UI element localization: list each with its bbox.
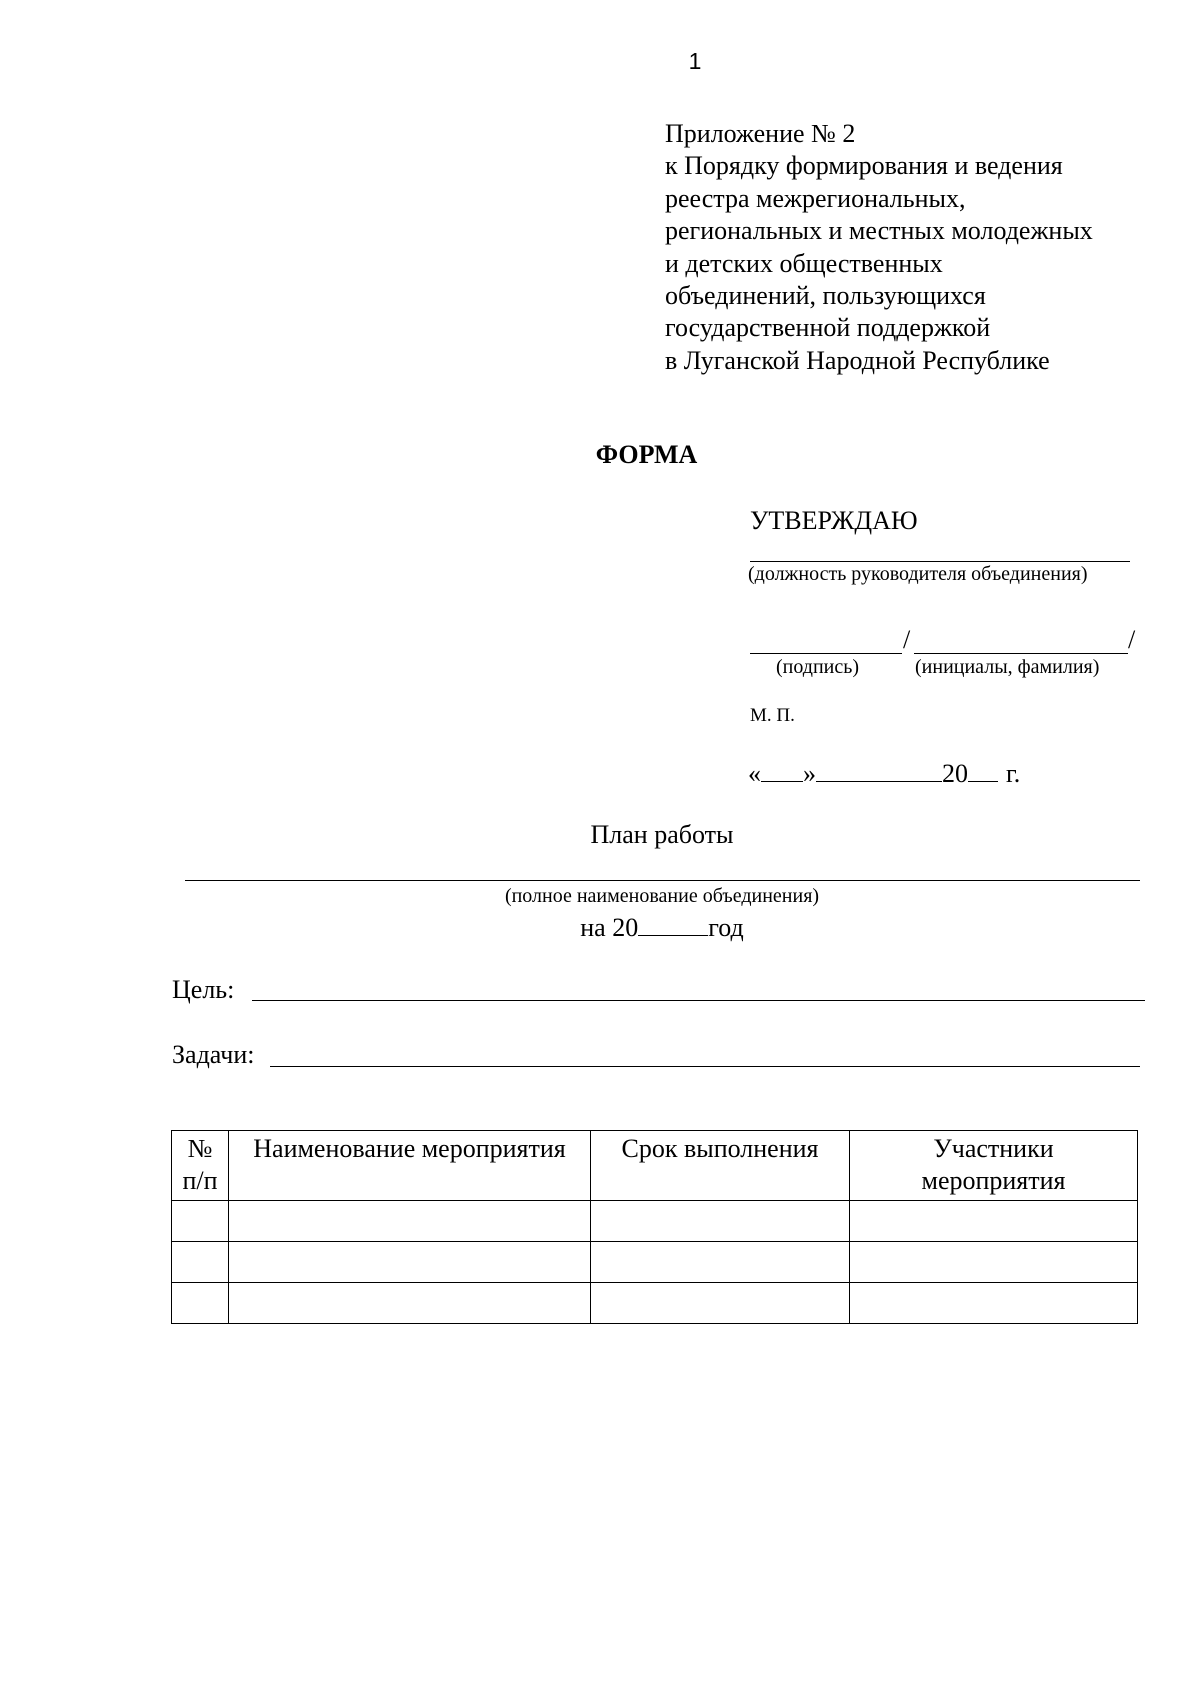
appendix-line: Приложение № 2: [665, 119, 856, 148]
header-line: Срок выполнения: [621, 1134, 819, 1163]
table-cell[interactable]: [229, 1201, 591, 1242]
plan-year-field[interactable]: [638, 911, 708, 936]
name-caption: (инициалы, фамилия): [915, 656, 1100, 678]
association-caption: (полное наименование объединения): [504, 885, 820, 907]
header-deadline: [591, 1131, 850, 1201]
table-row: [172, 1283, 1138, 1324]
table-cell[interactable]: [591, 1283, 850, 1324]
appendix-line: реестра межрегиональных,: [665, 183, 966, 213]
signature-caption: (подпись): [776, 656, 860, 678]
header-line: №: [187, 1134, 213, 1163]
table-header-row: [172, 1131, 1138, 1201]
month-field[interactable]: [816, 757, 942, 782]
approval-date: [748, 757, 1020, 789]
tasks-field[interactable]: [270, 1066, 1140, 1067]
date-close-quote: »: [803, 759, 816, 788]
table-row: [172, 1242, 1138, 1283]
header-line: Наименование мероприятия: [253, 1134, 566, 1163]
table-cell[interactable]: [172, 1242, 229, 1283]
date-open-quote: «: [748, 759, 761, 788]
table-cell[interactable]: [172, 1201, 229, 1242]
position-field[interactable]: [750, 561, 1130, 562]
appendix-line: государственной поддержкой: [665, 313, 991, 343]
header-participants: [850, 1131, 1138, 1201]
year-field[interactable]: [968, 757, 998, 782]
signature-slash: /: [903, 625, 911, 654]
header-line: мероприятия: [921, 1166, 1066, 1195]
header-event-name: [229, 1131, 591, 1201]
table-cell[interactable]: [591, 1201, 850, 1242]
appendix-line: объединений, пользующихся: [665, 281, 986, 311]
table-cell[interactable]: [172, 1283, 229, 1324]
appendix-line: к Порядку формирования и ведения: [665, 151, 1063, 181]
year-prefix: 20: [942, 759, 968, 788]
plan-table: [171, 1130, 1138, 1324]
plan-year-prefix: на 20: [580, 913, 639, 942]
table-cell[interactable]: [850, 1283, 1138, 1324]
table-cell[interactable]: [850, 1201, 1138, 1242]
name-slash: /: [1128, 625, 1136, 654]
tasks-label: Задачи:: [172, 1040, 255, 1069]
position-caption: (должность руководителя объединения): [748, 563, 1088, 585]
appendix-reference: [665, 118, 1093, 377]
header-line: п/п: [182, 1166, 218, 1195]
table-cell[interactable]: [591, 1242, 850, 1283]
appendix-line: и детских общественных: [665, 248, 943, 278]
plan-year: [0, 911, 1200, 943]
signature-field[interactable]: [750, 653, 902, 654]
plan-year-suffix: год: [708, 913, 744, 942]
association-name-field[interactable]: [185, 880, 1140, 881]
form-title: ФОРМА: [595, 440, 698, 469]
day-field[interactable]: [761, 757, 803, 782]
goal-field[interactable]: [252, 1000, 1145, 1001]
seal-placeholder: М. П.: [750, 705, 795, 726]
plan-title: План работы: [590, 820, 734, 849]
appendix-line: региональных и местных молодежных: [665, 216, 1093, 246]
date-suffix: г.: [1006, 759, 1021, 788]
table-cell[interactable]: [229, 1283, 591, 1324]
header-line: Участники: [933, 1134, 1054, 1163]
appendix-line: в Луганской Народной Республике: [665, 345, 1050, 375]
header-number: [172, 1131, 229, 1201]
approval-heading: УТВЕРЖДАЮ: [750, 506, 918, 535]
page-number: 1: [688, 48, 702, 74]
name-field[interactable]: [914, 653, 1128, 654]
table-cell[interactable]: [850, 1242, 1138, 1283]
table-row: [172, 1201, 1138, 1242]
table-cell[interactable]: [229, 1242, 591, 1283]
goal-label: Цель:: [172, 975, 235, 1004]
